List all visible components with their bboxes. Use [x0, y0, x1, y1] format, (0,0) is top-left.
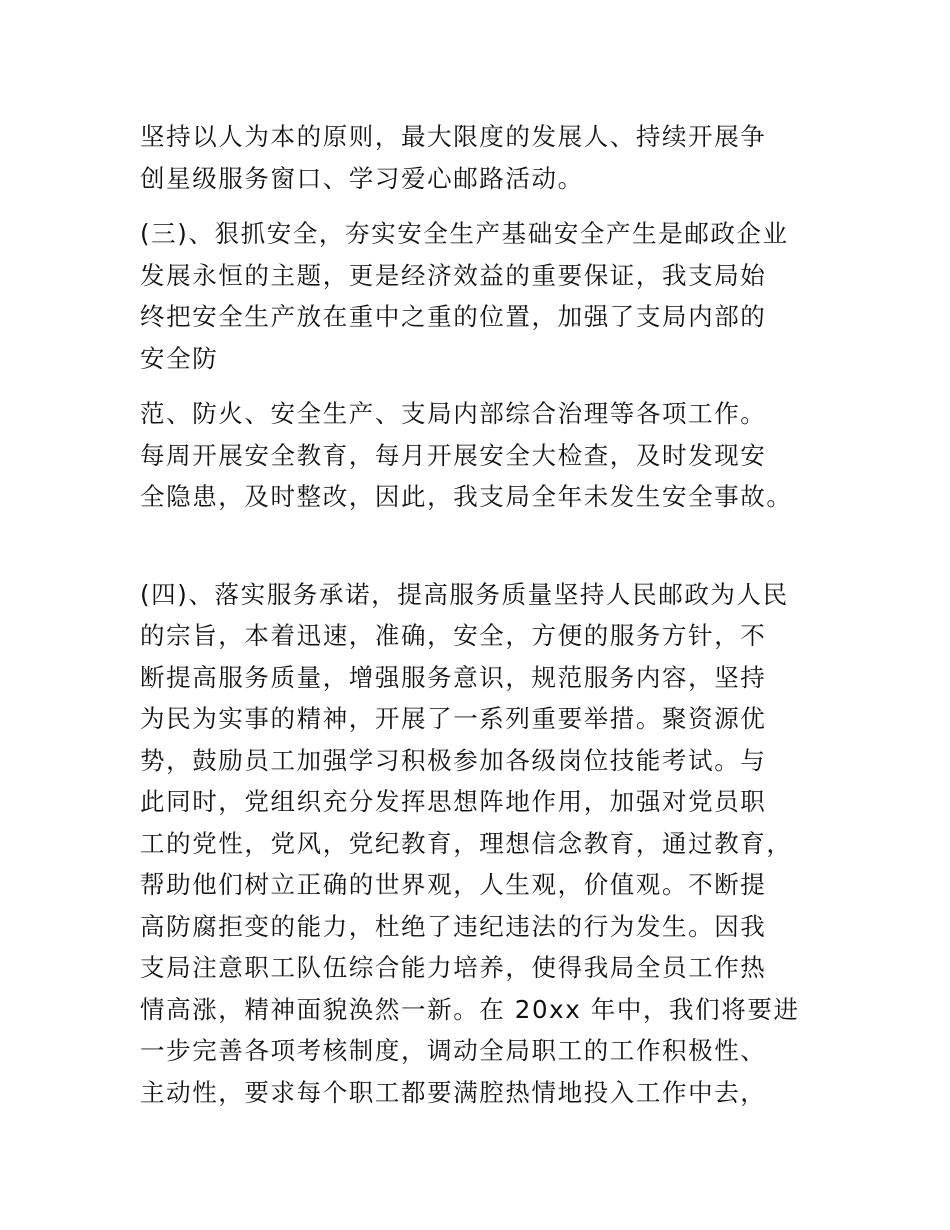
text-line: 主动性，要求每个职工都要满腔热情地投入工作中去， [140, 1077, 767, 1107]
text-line: 此同时，党组织充分发挥思想阵地作用，加强对党员职 [140, 787, 767, 816]
text-line: (四)、落实服务承诺，提高服务质量坚持人民邮政为人民 [140, 579, 789, 609]
text-line: 范、防火、安全生产、支局内部综合治理等各项工作。 [140, 399, 767, 428]
text-line: 坚持以人为本的原则，最大限度的发展人、持续开展争 [140, 122, 767, 151]
text-line: 发展永恒的主题，更是经济效益的重要保证，我支局始 [140, 260, 767, 290]
paragraph-safety-continued [140, 393, 820, 518]
text-line: 终把安全生产放在重中之重的位置，加强了支局内部的 [140, 302, 767, 331]
text-line: 支局注意职工队伍综合能力培养，使得我局全员工作热 [140, 953, 767, 982]
text-line: 的宗旨，本着迅速，准确，安全，方便的服务方针，不 [140, 621, 767, 650]
document-page [140, 116, 820, 1113]
text-line: 断提高服务质量，增强服务意识，规范服务内容，坚持 [140, 662, 767, 692]
text-line: 帮助他们树立正确的世界观，人生观，价值观。不断提 [140, 870, 767, 899]
text-line: (三)、狠抓安全，夯实安全生产基础安全产生是邮政企业 [140, 219, 789, 248]
text-line: 每周开展安全教育，每月开展安全大检查，及时发现安 [140, 440, 767, 470]
text-line: 工的党性，党风，党纪教育，理想信念教育，通过教育， [140, 828, 793, 858]
text-line: 情高涨，精神面貌涣然一新。在 20xx 年中，我们将要进 [140, 994, 800, 1024]
text-line: 全隐患，及时整改，因此，我支局全年未发生安全事故。 [140, 482, 793, 511]
text-line: 安全防 [140, 343, 219, 373]
paragraph-service-commitment [140, 574, 820, 1114]
text-line: 高防腐拒变的能力，杜绝了违纪违法的行为发生。因我 [140, 911, 767, 941]
text-line: 一步完善各项考核制度，调动全局职工的工作积极性、 [140, 1036, 767, 1065]
text-line: 势，鼓励员工加强学习积极参加各级岗位技能考试。与 [140, 745, 767, 775]
paragraph-service-principle [140, 116, 820, 199]
text-line: 创星级服务窗口、学习爱心邮路活动。 [140, 163, 584, 193]
paragraph-safety-section [140, 213, 820, 379]
text-line: 为民为实事的精神，开展了一系列重要举措。聚资源优 [140, 704, 767, 733]
